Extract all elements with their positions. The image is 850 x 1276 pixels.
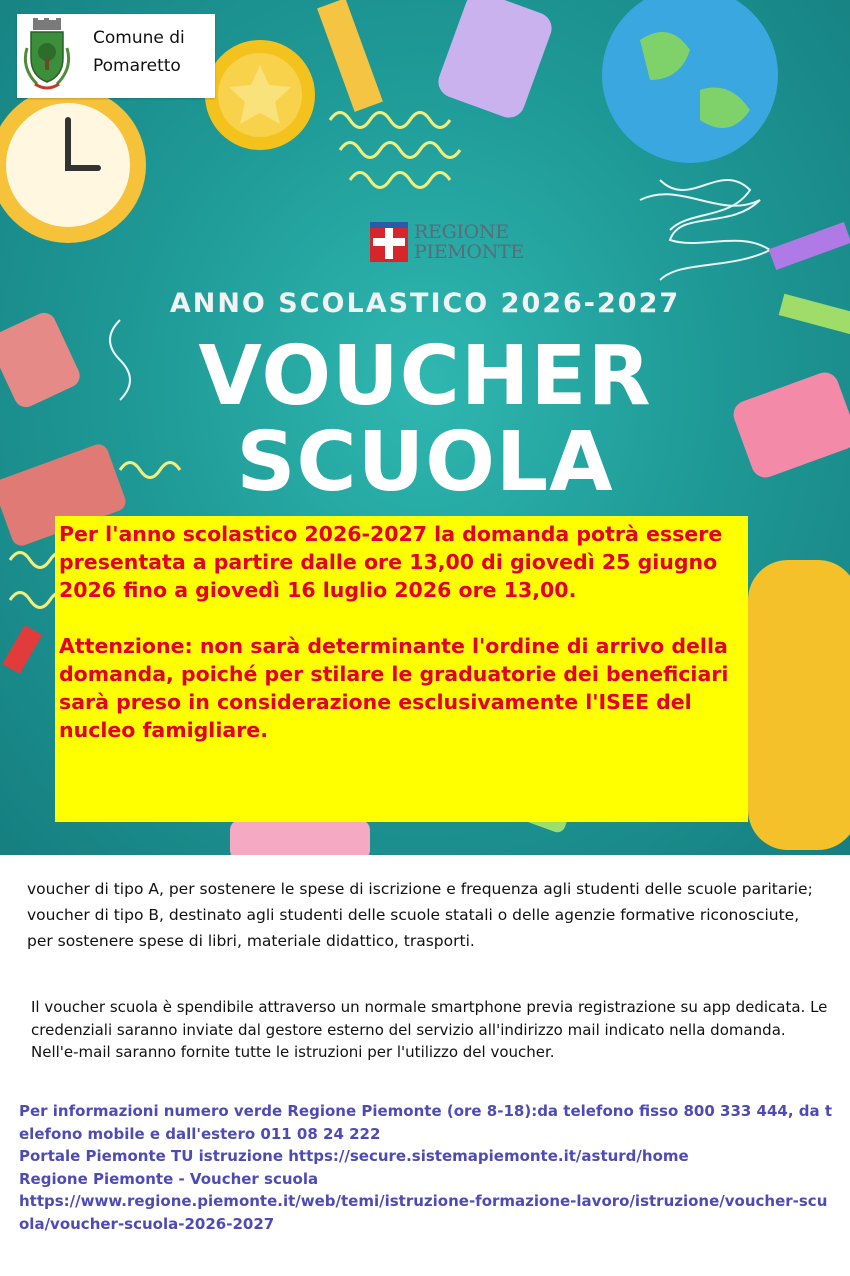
regione-line-1: REGIONE: [414, 221, 509, 243]
info-regione-url-link[interactable]: https://www.regione.piemonte.it/web/temi/istruzione-formazione-lavoro/istruzione/voucher-scuola/voucher-scuola-2026-2027: [19, 1192, 828, 1233]
regione-line-2: PIEMONTE: [414, 241, 524, 263]
comune-line-1: Comune di: [93, 28, 185, 48]
comune-logo-box: [17, 14, 215, 98]
info-portale-link[interactable]: Portale Piemonte TU istruzione https://secure.sistemapiemonte.it/asturd/home: [19, 1147, 689, 1165]
municipal-crest-icon: [21, 18, 73, 94]
notice-deadline: Per l'anno scolastico 2026-2027 la domanda potrà essere presentata a partire dalle ore 13,00 di giovedì 25 giugno 2026 fino a giovedì 16 luglio 2026 ore 13,00.: [59, 522, 723, 602]
title-scuola: SCUOLA: [236, 415, 614, 510]
regione-wordmark: [414, 222, 524, 262]
voucher-type-a: voucher di tipo A, per sostenere le spese di iscrizione e frequenza agli studenti delle scuole paritarie;: [27, 880, 813, 898]
notice-attention: Attenzione: non sarà determinante l'ordine di arrivo della domanda, poiché per stilare le graduatorie dei beneficiari sarà preso in considerazione esclusivamente l'ISEE del nucleo famigliare.: [59, 634, 729, 742]
voucher-usage-paragraph: Il voucher scuola è spendibile attraverso un normale smartphone previa registrazione su app dedicata. Le credenziali saranno inviate dal gestore esterno del servizio all'indirizzo mail indicato nella domanda. Nell'e-mail saranno fornite tutte le istruzioni per l'utilizzo del voucher.: [31, 998, 828, 1061]
info-section: [19, 1100, 834, 1235]
voucher-types: [27, 876, 827, 954]
voucher-type-b: voucher di tipo B, destinato agli studenti delle scuole statali o delle agenzie formative riconosciute, per sostenere spese di libri, materiale didattico, trasporti.: [27, 906, 800, 950]
title-voucher: VOUCHER: [198, 329, 652, 424]
comune-name: [93, 24, 211, 80]
regione-piemonte-logo: [370, 221, 524, 264]
info-numero-verde: Per informazioni numero verde Regione Piemonte (ore 8-18):da telefono fisso 800 333 444, da telefono mobile e dall'estero 011 08 24 222: [19, 1102, 833, 1143]
info-regione-title: Regione Piemonte - Voucher scuola: [19, 1169, 319, 1188]
comune-line-2: Pomaretto: [93, 56, 181, 76]
school-year-heading: ANNO SCOLASTICO 2026-2027: [169, 288, 681, 319]
regione-flag-icon: [370, 222, 408, 262]
notice-box: [55, 516, 748, 822]
